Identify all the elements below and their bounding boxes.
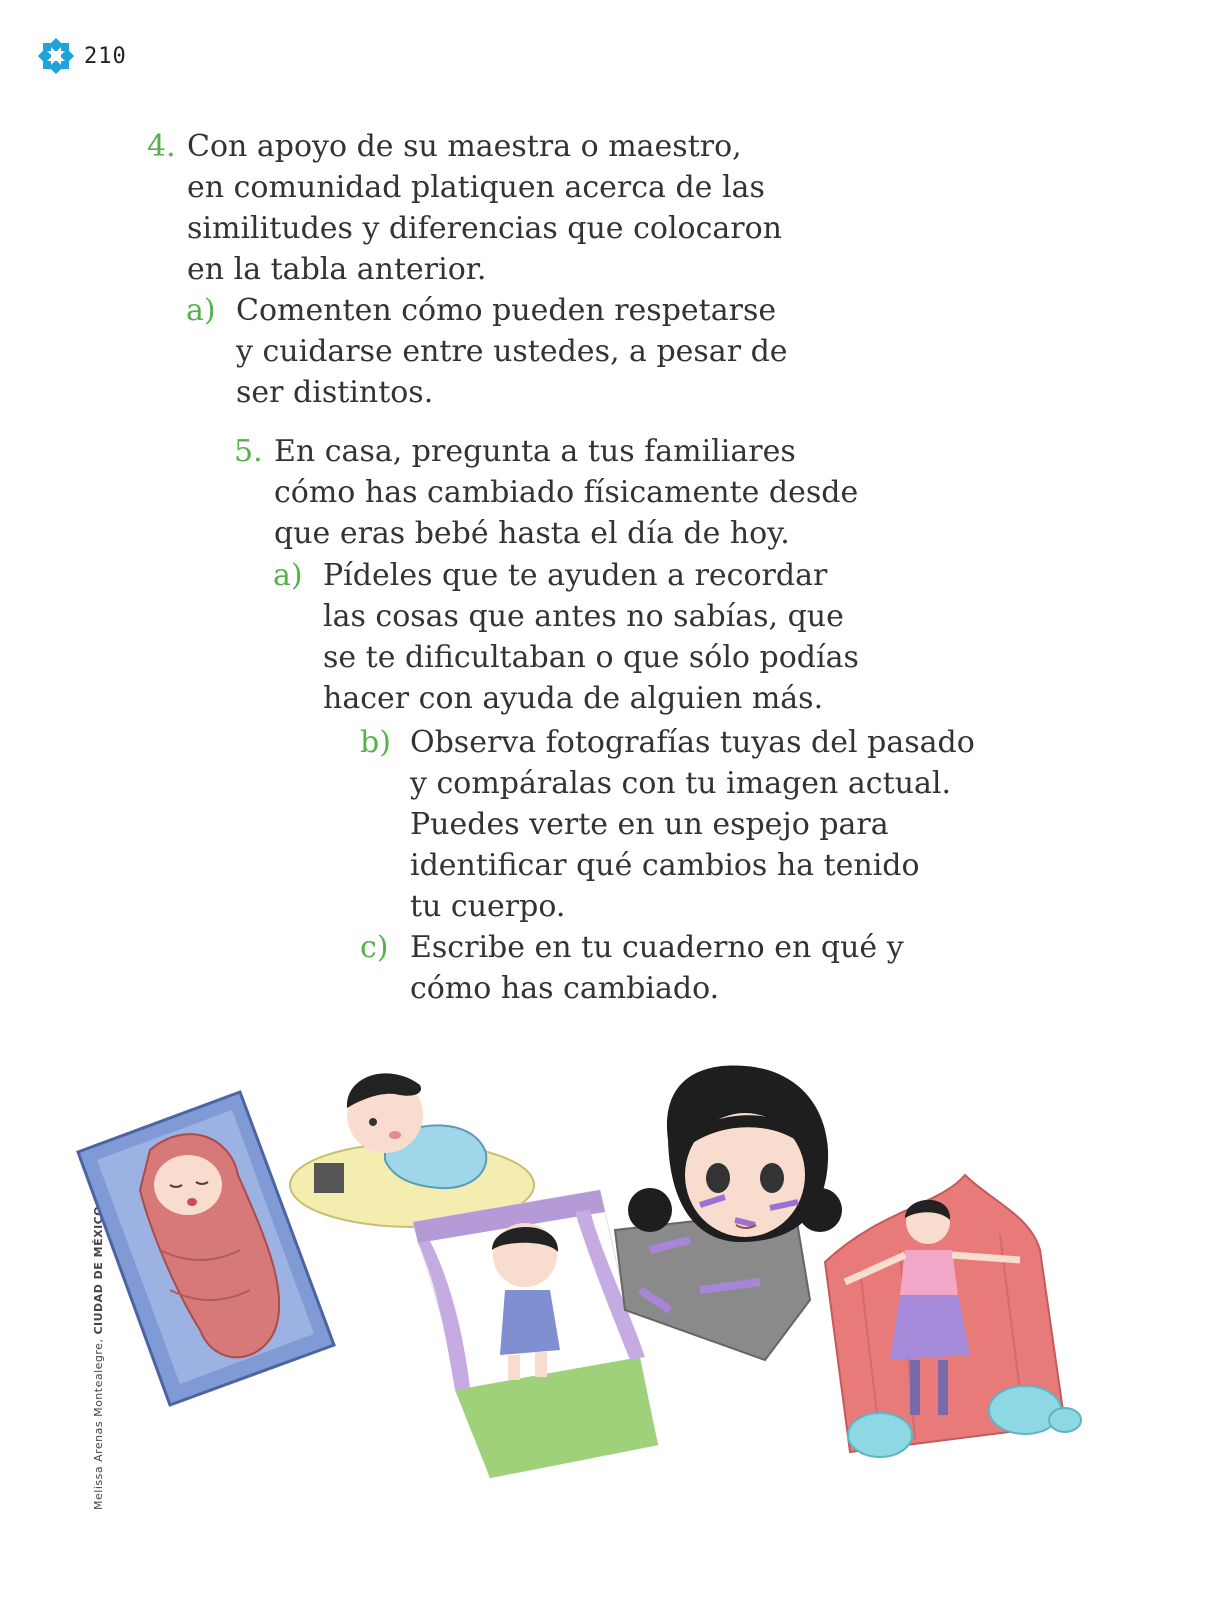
- item-4a-label: a): [186, 293, 216, 328]
- item-4a-line: y cuidarse entre ustedes, a pesar de: [236, 334, 788, 369]
- item-5a-line: las cosas que antes no sabías, que: [323, 599, 844, 634]
- item-5b-line: tu cuerpo.: [410, 889, 566, 924]
- item-4-line: similitudes y diferencias que colocaron: [187, 211, 783, 246]
- page-number: 210: [84, 43, 127, 69]
- item-4-line: Con apoyo de su maestra o maestro,: [187, 129, 742, 164]
- item-5-line: En casa, pregunta a tus familiares: [274, 434, 796, 469]
- item-5b-line: y compáralas con tu imagen actual.: [410, 766, 951, 801]
- item-5b-line: identificar qué cambios ha tenido: [410, 848, 920, 883]
- item-5b-line: Puedes verte en un espejo para: [410, 807, 889, 842]
- item-4-line: en la tabla anterior.: [187, 252, 487, 287]
- swaddled-baby-illustration: [78, 1092, 334, 1405]
- credit-place: CIUDAD DE MÉXICO: [92, 1205, 105, 1335]
- item-4-line: en comunidad platiquen acerca de las: [187, 170, 765, 205]
- crawling-baby-illustration: [290, 1073, 534, 1227]
- older-girl-tent-illustration: [825, 1175, 1081, 1457]
- item-5c-line: Escribe en tu cuaderno en qué y: [410, 930, 904, 965]
- item-5b-line: Observa fotografías tuyas del pasado: [410, 725, 975, 760]
- item-4-number: 4.: [147, 129, 176, 164]
- item-5a-line: Pídeles que te ayuden a recordar: [323, 558, 828, 593]
- item-5c-line: cómo has cambiado.: [410, 971, 720, 1006]
- credit-author: Melissa Arenas Montealegre,: [92, 1338, 105, 1510]
- item-5c-label: c): [360, 930, 389, 965]
- item-5-line: que eras bebé hasta el día de hoy.: [274, 516, 790, 551]
- item-5a-line: hacer con ayuda de alguien más.: [323, 681, 824, 716]
- item-4a-line: Comenten cómo pueden respetarse: [236, 293, 777, 328]
- item-5-line: cómo has cambiado físicamente desde: [274, 475, 859, 510]
- item-5a-label: a): [273, 558, 303, 593]
- item-5a-line: se te dificultaban o que sólo podías: [323, 640, 859, 675]
- item-4a-line: ser distintos.: [236, 375, 434, 410]
- girl-face-illustration: [615, 1065, 842, 1360]
- item-5b-label: b): [360, 725, 391, 760]
- item-5-number: 5.: [234, 434, 263, 469]
